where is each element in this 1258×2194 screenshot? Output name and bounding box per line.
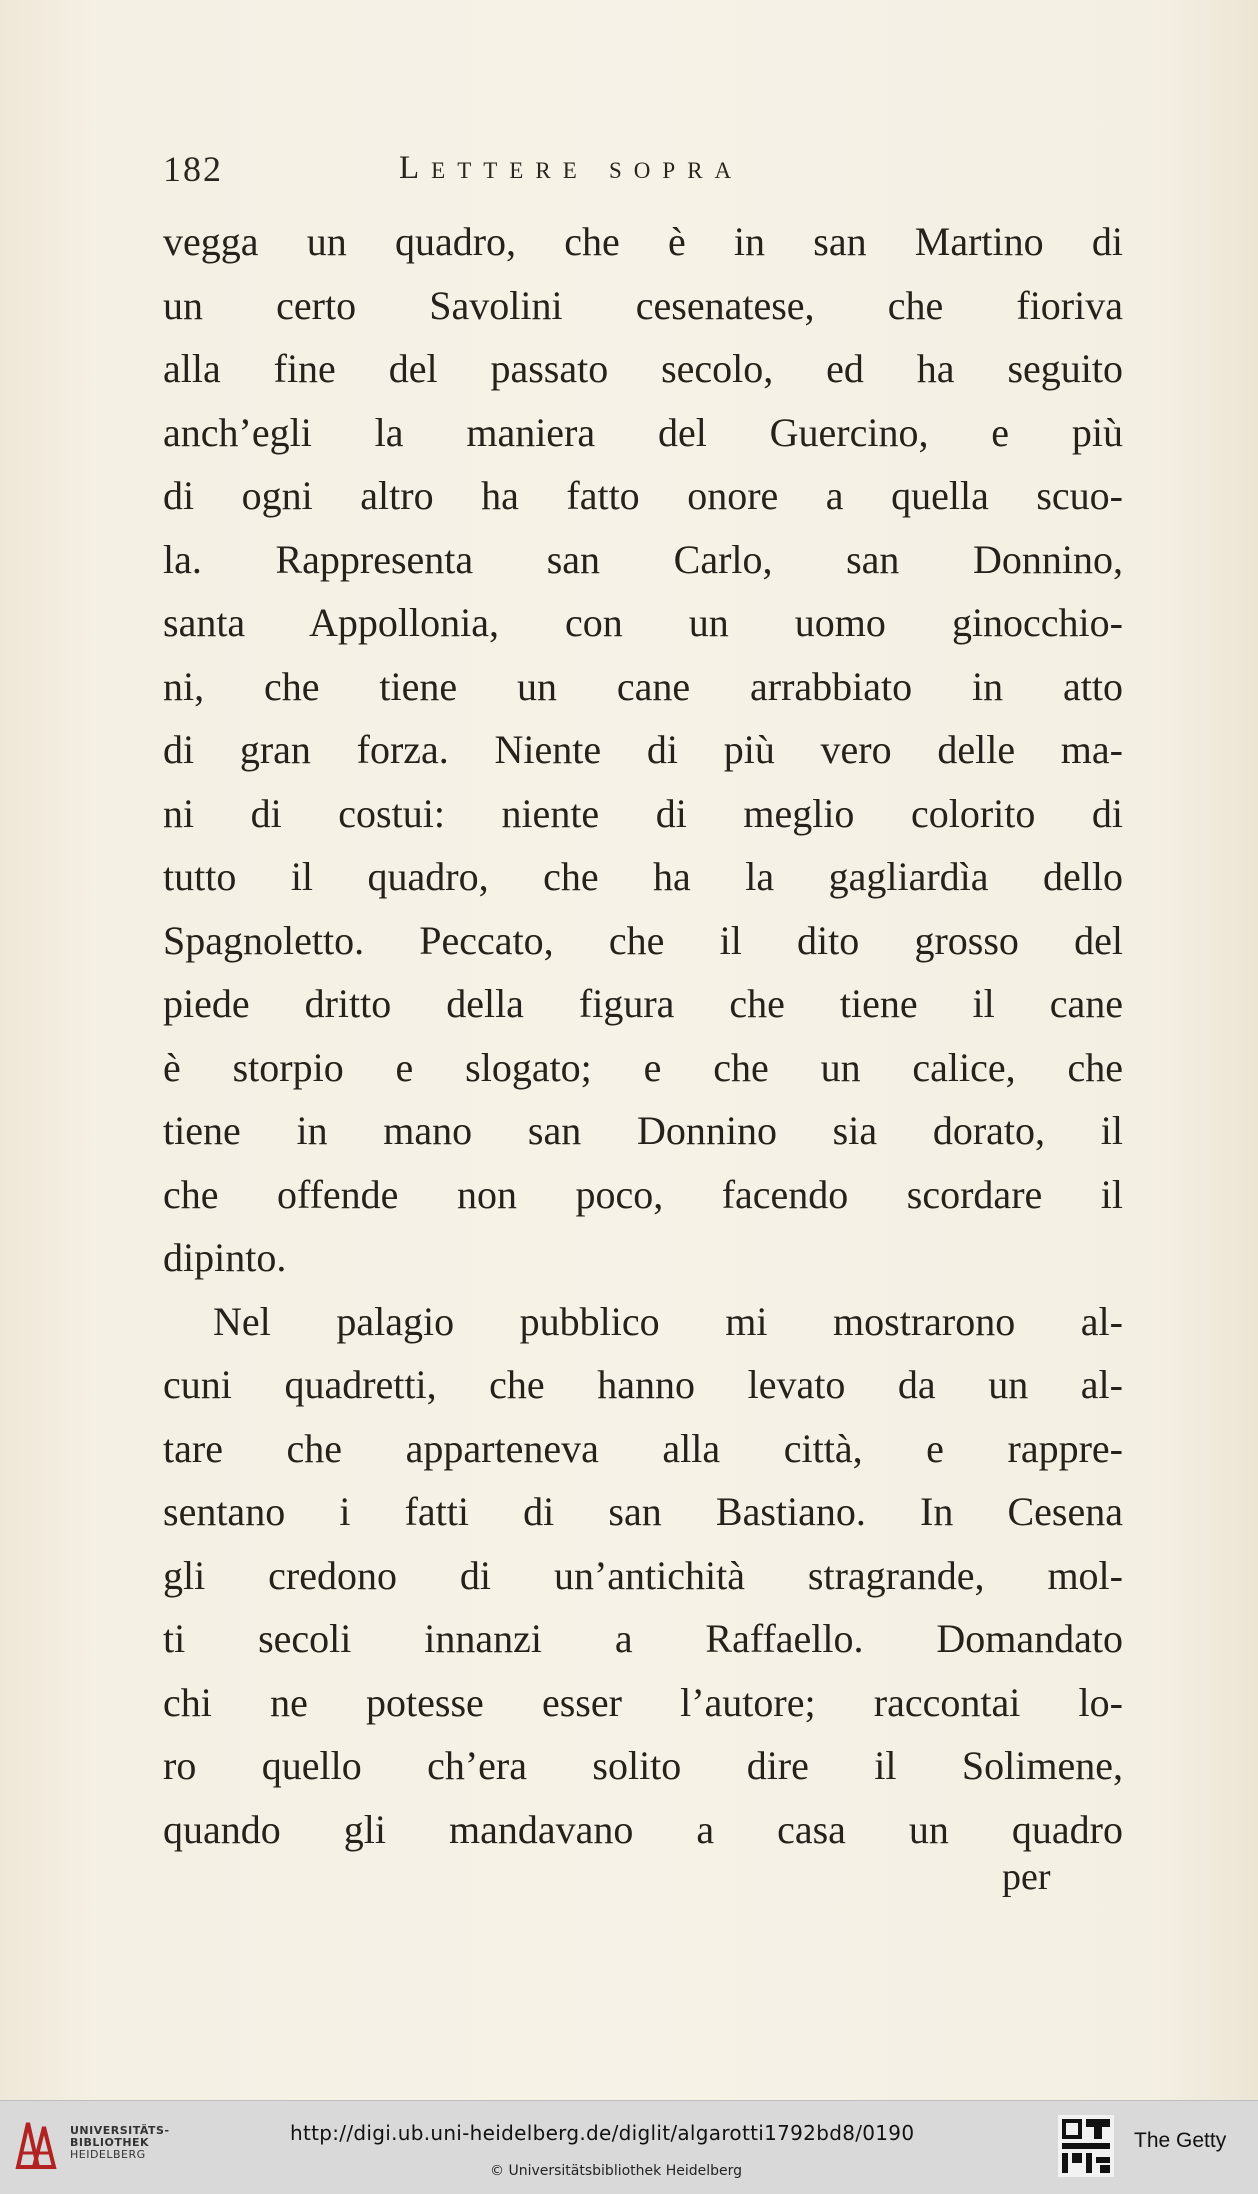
text-line: ro quello ch’era solito dire il Solimene, — [163, 1743, 1123, 1788]
text-line: tare che apparteneva alla città, e rappre- — [163, 1425, 1123, 1471]
viewer-footer — [0, 2100, 1258, 2194]
library-name — [70, 2125, 170, 2161]
text-line: gli credono di un’antichità stragrande, mol- — [163, 1552, 1123, 1598]
text-line: Spagnoletto. Peccato, che il dito grosso del — [163, 917, 1123, 963]
text-line: piede dritto della figura che tiene il cane — [163, 981, 1123, 1026]
page-number: 182 — [163, 149, 223, 189]
permalink-url[interactable]: http://digi.ub.uni-heidelberg.de/diglit/algarotti1792bd8/0190 — [290, 2121, 915, 2145]
text-line: è storpio e slogato; e che un calice, che — [163, 1044, 1123, 1090]
text-line: sentano i fatti di san Bastiano. In Cesena — [163, 1489, 1123, 1534]
copyright-notice: © Universitätsbibliothek Heidelberg — [490, 2163, 743, 2179]
text-line: quando gli mandavano a casa un quadro — [163, 1806, 1123, 1852]
text-line: di gran forza. Niente di più vero delle ma- — [163, 727, 1123, 772]
text-line: dipinto. — [163, 1235, 287, 1280]
text-line: di ogni altro ha fatto onore a quella scuo- — [163, 473, 1123, 518]
partner-name[interactable]: The Getty — [1134, 2129, 1227, 2152]
text-line: chi ne potesse esser l’autore; raccontai lo- — [163, 1679, 1123, 1725]
library-name-line: UNIVERSITÄTS- — [70, 2124, 170, 2137]
library-logo-icon — [14, 2117, 64, 2173]
library-name-line: BIBLIOTHEK — [70, 2136, 150, 2149]
text-line: alla fine del passato secolo, ed ha seguito — [163, 346, 1123, 391]
getty-logo-icon — [1058, 2115, 1114, 2177]
text-line: anch’egli la maniera del Guercino, e più — [163, 409, 1123, 455]
text-line: ni di costui: niente di meglio colorito di — [163, 790, 1123, 836]
text-line: tiene in mano san Donnino sia dorato, il — [163, 1108, 1123, 1153]
text-line: ni, che tiene un cane arrabbiato in atto — [163, 663, 1123, 709]
text-line: ti secoli innanzi a Raffaello. Domandato — [163, 1616, 1123, 1661]
text-line: cuni quadretti, che hanno levato da un al- — [163, 1362, 1123, 1407]
text-line: la. Rappresenta san Carlo, san Donnino, — [163, 536, 1123, 582]
paragraph-first-line: Nel palagio pubblico mi mostrarono al- — [213, 1298, 1123, 1344]
library-logo[interactable] — [14, 2115, 170, 2179]
running-title: Lettere sopra — [399, 150, 744, 186]
body-text — [163, 210, 1123, 1861]
library-name-line: HEIDELBERG — [70, 2148, 146, 2161]
catchword: per — [1002, 1856, 1051, 1898]
text-line: un certo Savolini cesenatese, che fioriva — [163, 282, 1123, 328]
text-line: tutto il quadro, che ha la gagliardìa dello — [163, 854, 1123, 899]
running-header — [163, 148, 923, 198]
text-line: santa Appollonia, con un uomo ginocchio- — [163, 600, 1123, 645]
text-line: vegga un quadro, che è in san Martino di — [163, 219, 1123, 264]
text-line: che offende non poco, facendo scordare il — [163, 1171, 1123, 1217]
